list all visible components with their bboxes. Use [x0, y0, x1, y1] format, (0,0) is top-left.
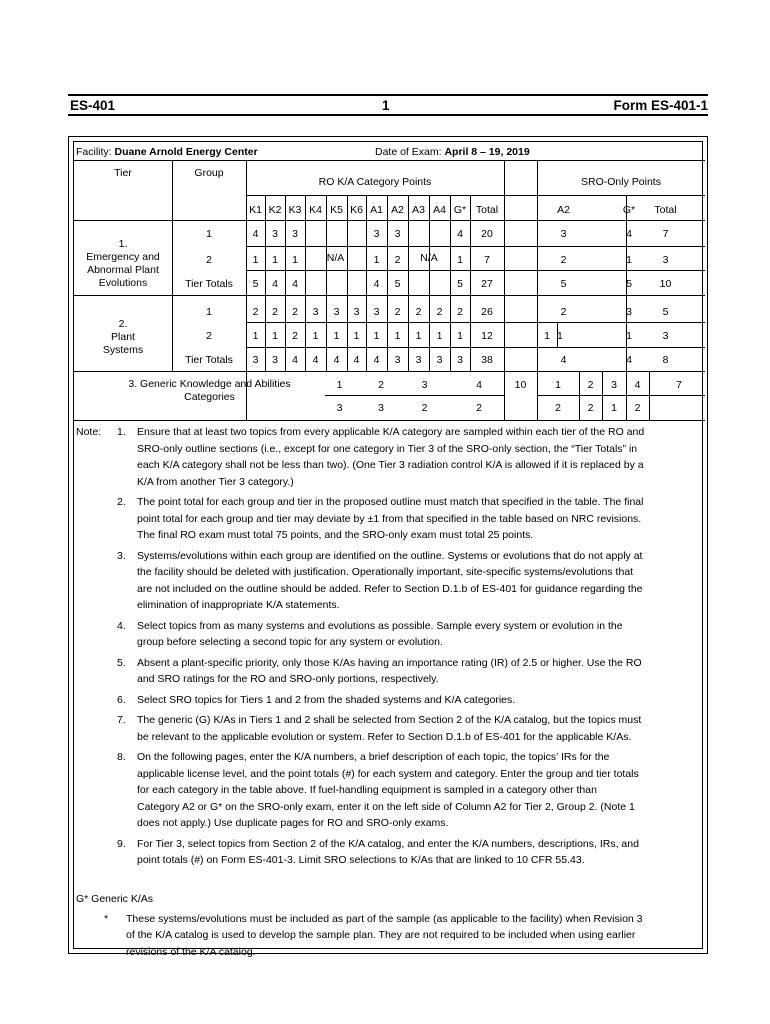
note-line: K/A from another Tier 3 category.) — [137, 475, 294, 488]
t2tt-4: 4 — [333, 354, 340, 366]
note-line: The point total for each group and tier in the proposed outline must match that specified in the table. The final — [137, 496, 644, 508]
t2g2-5: 1 — [353, 330, 360, 342]
form-id-left: ES-401 — [70, 98, 116, 113]
t2g1-3: 3 — [312, 306, 319, 318]
tier2-label: Plant — [111, 331, 135, 343]
generic-ka-label: G* Generic K/As — [76, 892, 154, 905]
t2tt-sro-a2: 4 — [560, 354, 567, 366]
t1g1-10: 4 — [457, 228, 463, 240]
t1g1-group: 1 — [206, 228, 212, 240]
note-line: Ensure that at least two topics from every applicable K/A category are sampled within each tier of the RO and — [137, 426, 645, 438]
t1tt-sro-total: 10 — [659, 278, 672, 290]
ro-col-total: Total — [475, 204, 499, 216]
form-inner — [73, 141, 703, 958]
t1g2-7: 2 — [394, 254, 401, 266]
t1tt-10: 5 — [457, 278, 463, 290]
page-number: 1 — [382, 98, 390, 113]
notes-label: Note: — [76, 426, 102, 438]
generic-ka-line: revisions of the K/A catalog. — [126, 945, 256, 958]
col-line-ro — [326, 195, 327, 371]
t3-sro-cat-2: 2 — [587, 379, 594, 391]
note-number: 2. — [117, 496, 126, 508]
row-line-t1g2 — [246, 270, 705, 271]
tier2-label: Systems — [102, 344, 144, 356]
t3-sro-val-2: 1 — [611, 402, 617, 414]
exam-date-value: April 8 – 19, 2019 — [444, 146, 530, 158]
tier1-label: Emergency and — [86, 251, 160, 263]
t2tt-6: 4 — [373, 354, 380, 366]
note-line: group before selecting a second topic for any system or evolution. — [137, 636, 443, 648]
t3-sro-val-1: 2 — [587, 402, 594, 414]
t1g1-0: 4 — [252, 228, 259, 240]
sro-col-g-star: G* — [622, 204, 636, 216]
note-line: are not included on the outline should be added. Refer to Section D.1.b of ES-401 for guidance regarding the — [137, 582, 643, 595]
t1g2-sro-g: 1 — [626, 254, 632, 266]
t2g2-9: 1 — [436, 330, 443, 342]
row-line-t1-end — [74, 295, 705, 296]
t2g2-sro-total: 3 — [662, 330, 669, 342]
t2g2-8: 1 — [415, 330, 422, 342]
form-id-right: Form ES-401-1 — [613, 98, 708, 113]
t2g2-2: 2 — [292, 330, 298, 342]
t1tt-7: 5 — [394, 278, 401, 290]
t1tt-1: 4 — [272, 278, 278, 290]
row-line-colheads-bottom — [74, 220, 705, 221]
t1g1-sro-a2: 3 — [560, 228, 567, 240]
t2g2-4: 1 — [333, 330, 340, 342]
note-line: Systems/evolutions within each group are identified on the outline. Systems or evolutions that do not apply at — [137, 549, 643, 562]
note-line: The generic (G) K/As in Tiers 1 and 2 shall be selected from Section 2 of the K/A catalog, but the topics must — [137, 714, 642, 726]
row-line-colheads-top — [246, 195, 705, 196]
note-item-8 — [117, 749, 697, 832]
t2g1-11: 26 — [481, 306, 493, 318]
t2g2-group: 2 — [206, 330, 212, 342]
ro-col-k5: K5 — [330, 204, 343, 216]
t3-cat-1: 1 — [336, 379, 343, 391]
generic-ka-text — [126, 911, 696, 961]
note-line: SRO-only outline sections (i.e., except for one category in Tier 3 of the SRO-only section, the “Tier Totals” in — [137, 442, 638, 455]
ro-col-a2: A2 — [391, 204, 404, 216]
t2tt-1: 3 — [272, 354, 278, 366]
t1g2-0: 1 — [252, 254, 259, 266]
t2-tier-totals-label: Tier Totals — [185, 354, 233, 366]
generic-ka-line: of the K/A catalog is used to develop the sample plan. They are not required to be included when using earlier — [126, 929, 636, 941]
t1g1-sro-g: 4 — [626, 228, 632, 240]
t2g1-0: 2 — [252, 306, 259, 318]
t3-val-3: 2 — [476, 402, 482, 414]
t2g2-6: 1 — [373, 330, 380, 342]
note-line: and SRO ratings for the RO and SRO-only portions, respectively. — [137, 673, 439, 685]
t2g2-10: 1 — [457, 330, 463, 342]
t2g1-10: 2 — [457, 306, 463, 318]
note-line: point totals (#) on Form ES-401-3. Limit SRO selections to K/As that are linked to 10 CFR 55.43. — [137, 854, 585, 866]
ro-col-a3: A3 — [412, 204, 425, 216]
note-item-9 — [117, 836, 697, 869]
note-line: For Tier 3, select topics from Section 2 of the K/A catalog, and enter the K/A numbers, descriptions, IRs, and — [137, 837, 639, 850]
t1tt-sro-a2: 5 — [560, 278, 567, 290]
sro-points-header: SRO-Only Points — [581, 176, 661, 188]
note-line: Absent a plant-specific priority, only those K/As having an importance rating (IR) of 2.5 or higher. Use the RO — [137, 656, 642, 669]
note-number: 5. — [117, 656, 126, 669]
row-line-t3-ro-mid — [325, 395, 504, 396]
t1tt-6: 4 — [373, 278, 380, 290]
note-item-5 — [117, 655, 697, 688]
form-header — [68, 94, 708, 116]
t1g2-6: 1 — [373, 254, 380, 266]
t1-tier-totals-label: Tier Totals — [185, 278, 233, 290]
t2g1-8: 2 — [415, 306, 422, 318]
row-line-t2-end — [74, 371, 705, 372]
ro-col-a1: A1 — [370, 204, 383, 216]
facility-line — [76, 146, 258, 158]
t3-sro-cat-1: 1 — [555, 379, 561, 391]
t3-sro-cat-4: 4 — [634, 379, 641, 391]
t3-cat-2: 2 — [378, 379, 384, 391]
t1tt-sro-g: 5 — [626, 278, 632, 290]
t3-val-0: 3 — [336, 402, 343, 414]
tier-header: Tier — [114, 167, 132, 179]
note-line: The final RO exam must total 75 points, and the SRO-only exam must total 25 points. — [137, 529, 534, 541]
ro-points-header: RO K/A Category Points — [318, 176, 432, 188]
tier1-label: 1. — [118, 238, 128, 250]
row-line-facility — [74, 160, 705, 161]
t2tt-3: 4 — [312, 354, 319, 366]
tier2-label: 2. — [118, 318, 128, 330]
ro-col-k4: K4 — [309, 204, 322, 216]
note-number: 9. — [117, 837, 126, 850]
t2g2-1: 1 — [272, 330, 278, 342]
na-k4-k6: N/A — [326, 252, 345, 264]
col-line-sro-t3-d — [649, 371, 650, 420]
t1g2-sro-total: 3 — [662, 254, 669, 266]
t3-cat-4: 4 — [476, 379, 482, 391]
t2tt-sro-total: 8 — [662, 354, 669, 366]
t1g2-11: 7 — [484, 254, 490, 266]
note-line: the facility should be deleted with justification. Operationally important, site-specific systems/evolutions that — [137, 566, 634, 578]
t1g2-2: 1 — [292, 254, 298, 266]
note-line: Category A2 or G* on the SRO-only exam, enter it on the left side of Column A2 for Tier 2, Group 2. (Note 1 — [137, 800, 635, 813]
t2g1-6: 3 — [373, 306, 380, 318]
t2tt-7: 3 — [394, 354, 401, 366]
ro-col-a4: A4 — [433, 204, 446, 216]
exam-date-label: Date of Exam: — [375, 146, 442, 158]
exam-date — [375, 146, 530, 158]
t1tt-0: 5 — [252, 278, 259, 290]
t2g1-group: 1 — [206, 306, 212, 318]
na-a3-a4: N/A — [420, 252, 438, 264]
generic-ka-line: These systems/evolutions must be included as part of the sample (as applicable to the facility) when Revision 3 — [126, 912, 643, 925]
col-line-ro — [305, 195, 306, 371]
t3-total: 10 — [514, 379, 527, 391]
t2g1-sro-g: 3 — [626, 306, 632, 318]
t1tt-2: 4 — [292, 278, 298, 290]
form-frame — [68, 136, 708, 958]
t3-sro-cat-3: 3 — [611, 379, 617, 391]
t1g2-group: 2 — [206, 254, 212, 266]
facility-label: Facility: — [76, 146, 112, 158]
t2tt-sro-g: 4 — [626, 354, 632, 366]
col-line-ro — [429, 195, 430, 371]
t2tt-2: 4 — [292, 354, 298, 366]
t2tt-10: 3 — [457, 354, 463, 366]
t2g1-9: 2 — [436, 306, 443, 318]
t3-sro-val-0: 2 — [555, 402, 561, 414]
t3-sro-total: 7 — [676, 379, 682, 391]
note-number: 7. — [117, 714, 126, 726]
note-number: 1. — [117, 426, 126, 438]
row-line-t3-sro-mid — [537, 395, 705, 396]
t2g2-sro-a2-left: 1 — [544, 330, 550, 342]
t2g2-11: 12 — [481, 330, 493, 342]
t1g1-sro-total: 7 — [662, 228, 669, 240]
note-item-4 — [117, 618, 697, 651]
t2g1-7: 2 — [394, 306, 401, 318]
tier3-label: 3. Generic Knowledge and Abilities — [128, 378, 291, 390]
t1g2-10: 1 — [457, 254, 463, 266]
t2g1-5: 3 — [353, 306, 360, 318]
facility-name: Duane Arnold Energy Center — [114, 146, 258, 158]
t3-val-1: 3 — [378, 402, 384, 414]
tier1-label: Evolutions — [98, 277, 148, 289]
ro-col-k1: K1 — [249, 204, 262, 216]
tier1-label: Abnormal Plant — [87, 264, 159, 276]
t2g1-4: 3 — [333, 306, 340, 318]
note-line: for each category in the table above. If fuel-handling equipment is sampled in a category other than — [137, 784, 597, 796]
t3-val-2: 2 — [421, 402, 428, 414]
t2tt-5: 4 — [353, 354, 360, 366]
note-line: Select topics from as many systems and evolutions as possible. Sample every system or evolution in the — [137, 619, 623, 632]
t1g1-1: 3 — [272, 228, 278, 240]
t2g1-1: 2 — [272, 306, 278, 318]
note-item-3 — [117, 548, 697, 614]
note-number: 8. — [117, 751, 126, 763]
note-item-6 — [117, 692, 697, 709]
col-line-ro — [408, 195, 409, 371]
t2g1-2: 2 — [292, 306, 298, 318]
row-line-t1g1 — [246, 246, 705, 247]
t2g2-sro-g: 1 — [626, 330, 632, 342]
t1g2-1: 1 — [272, 254, 278, 266]
t2g1-sro-total: 5 — [662, 306, 669, 318]
note-line: elimination of inappropriate K/A statements. — [137, 599, 340, 611]
t2tt-9: 3 — [436, 354, 443, 366]
row-line-t3-end — [74, 420, 705, 421]
t1g1-7: 3 — [394, 228, 401, 240]
t2tt-11: 38 — [481, 354, 493, 366]
ro-col-k3: K3 — [288, 204, 302, 216]
note-line: Select SRO topics for Tiers 1 and 2 from the shaded systems and K/A categories. — [137, 693, 516, 706]
t2g1-sro-a2: 2 — [560, 306, 567, 318]
t1tt-11: 27 — [481, 278, 493, 290]
sro-col-a2: A2 — [557, 204, 570, 216]
col-line-ro — [347, 195, 348, 371]
note-line: be relevant to the applicable evolution or system. Refer to Section D.1.b of ES-401 for the applicable K/As. — [137, 730, 632, 743]
sro-col-total: Total — [654, 204, 677, 216]
note-line: point total for each group and tier may deviate by ±1 from that specified in the table based on NRC revisions. — [137, 512, 642, 525]
t1g1-2: 3 — [292, 228, 298, 240]
note-item-1 — [117, 424, 697, 490]
ro-col-k2: K2 — [268, 204, 282, 216]
ro-col-g-star: G* — [453, 204, 467, 216]
t2tt-0: 3 — [252, 354, 259, 366]
generic-ka-star: * — [104, 912, 109, 925]
note-line: On the following pages, enter the K/A numbers, a brief description of each topic, the topics’ IRs for the — [137, 751, 610, 763]
note-number: 3. — [117, 549, 126, 562]
t1g1-11: 20 — [481, 228, 493, 240]
t1g2-sro-a2: 2 — [560, 254, 567, 266]
t2g2-3: 1 — [312, 330, 319, 342]
note-line: each K/A category shall not be less than two). (One Tier 3 radiation control K/A is allowed if it is replaced by a — [137, 459, 644, 471]
t2g2-7: 1 — [394, 330, 401, 342]
row-line-t2g1 — [246, 322, 705, 323]
note-number: 6. — [117, 693, 126, 706]
note-item-7 — [117, 712, 697, 745]
t3-cat-3: 3 — [421, 379, 428, 391]
t2tt-8: 3 — [415, 354, 422, 366]
note-item-2 — [117, 494, 697, 544]
t3-sro-val-3: 2 — [634, 402, 641, 414]
ro-col-k6: K6 — [350, 204, 363, 216]
t2g2-sro-a2-right: 1 — [557, 330, 563, 342]
t1g1-6: 3 — [373, 228, 380, 240]
t2g2-0: 1 — [252, 330, 259, 342]
row-line-t2g2 — [246, 347, 705, 348]
note-line: does not apply.) Use duplicate pages for RO and SRO-only exams. — [137, 817, 449, 829]
tier3-label: Categories — [184, 391, 235, 403]
group-header: Group — [194, 167, 224, 179]
note-line: applicable license level, and the point totals (#) for each system and category. Enter the group and tier totals — [137, 767, 639, 780]
note-number: 4. — [117, 619, 126, 632]
